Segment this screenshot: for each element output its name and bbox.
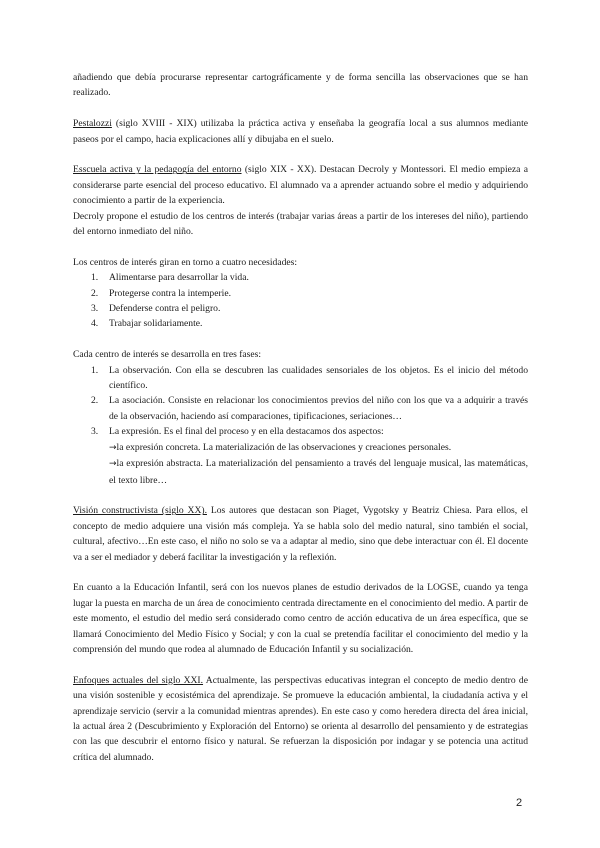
list-item-text: La asociación. Consiste en relacionar los conocimientos previos del niño con los que va a adquirir a través de la observación, haciendo así comparaciones, tipificaciones, seriaciones…: [109, 395, 528, 422]
needs-list: [73, 270, 528, 332]
list-item-number: 3.: [91, 426, 99, 438]
list-item: [73, 316, 528, 331]
list-item-text: Protegerse contra la intemperie.: [109, 287, 232, 299]
list-item: [73, 424, 528, 488]
fases-intro: Cada centro de interés se desarrolla en tres fases:: [73, 349, 262, 361]
escuela-text: (siglo XIX - XX). Destacan Decroly y Montessori. El medio empieza a considerarse parte esencial del proceso educativo. El alumnado va a aprender actuando sobre el medio y adquiriendo conocimiento a partir de la experiencia.: [73, 164, 528, 207]
page-content: [73, 70, 528, 765]
list-item-number: 1.: [91, 364, 99, 376]
list-item: [73, 301, 528, 316]
list-item-number: 2.: [91, 395, 99, 407]
vision-paragraph: [73, 503, 528, 565]
page-number: 2: [516, 797, 523, 809]
enfoques-heading: Enfoques actuales del siglo XXI.: [73, 674, 204, 686]
list-item-text: La expresión. Es el final del proceso y en ella destacamos dos aspectos:: [109, 426, 384, 438]
escuela-heading: Esscuela activa y la pedagogía del entorno: [73, 164, 242, 176]
vision-heading: Visión constructivista (siglo XX).: [73, 505, 207, 517]
pestalozzi-text: (siglo XVIII - XIX) utilizaba la práctica activa y enseñaba la geografía local a sus alumnos mediante paseos por el campo, hacia explicaciones allí y dibujaba en el suelo.: [73, 118, 528, 145]
enfoques-paragraph: [73, 673, 528, 765]
list-item-number: 2.: [91, 287, 99, 299]
logse-paragraph: En cuanto a la Educación Infantil, será con los nuevos planes de estudio derivados de la LOGSE, cuando ya tenga lugar la puesta en marcha de un área de conocimiento centrada directamente en el conocimiento del medio. A partir de este momento, el estudio del medio será considerado como centro de acción educativa de un área específica, que se llamará Conocimiento del Medio Físico y Social; y con la cual se pretendía facilitar el conocimiento del medio y la comprensión del mundo que rodea al alumnado de Educación Infantil y su socialización.: [73, 582, 528, 655]
list-item: [73, 270, 528, 285]
sub-item-abstract: [109, 456, 528, 488]
arrow-icon: →: [109, 459, 117, 470]
phases-list: [73, 363, 528, 488]
list-item: [73, 393, 528, 424]
escuela-paragraph: [73, 162, 528, 208]
decroly-paragraph: Decroly propone el estudio de los centros de interés (trabajar varias áreas a partir de los intereses del niño), partiendo del entorno inmediato del niño.: [73, 210, 528, 238]
list-item-text: La observación. Con ella se descubren las cualidades sensoriales de los objetos. Es el inicio del método científico.: [109, 364, 528, 392]
list-item-number: 1.: [91, 272, 99, 284]
list-item: [73, 286, 528, 301]
list-item-number: 3.: [91, 303, 99, 315]
list-item-text: Defenderse contra el peligro.: [109, 303, 221, 315]
sub-item-text: la expresión concreta. La materialización de las observaciones y creaciones personales.: [116, 441, 452, 453]
centros-intro: Los centros de interés giran en torno a cuatro necesidades:: [73, 256, 298, 268]
list-item-number: 4.: [91, 318, 99, 330]
sub-item-text: la expresión abstracta. La materialización del pensamiento a través del lenguaje musical, las matemáticas, el texto libre…: [109, 458, 528, 486]
intro-paragraph: añadiendo que debía procurarse representar cartográficamente y de forma sencilla las observaciones que se han realizado.: [73, 72, 528, 99]
list-item: [73, 363, 528, 394]
arrow-icon: →: [109, 442, 117, 453]
vision-text: Los autores que destacan son Piaget, Vygotsky y Beatriz Chiesa. Para ellos, el concepto de medio adquiere una visión más compleja. Ya se habla solo del medio natural, sino también el social, cultural, afectivo…En este caso, el niño no solo se va a adaptar al medio, sino que debe interactuar con él. El docente va a ser el mediador y deberá facilitar la investigación y la reflexión.: [73, 505, 528, 563]
pestalozzi-heading: Pestalozzi: [73, 118, 112, 130]
enfoques-text: Actualmente, las perspectivas educativas integran el concepto de medio dentro de una visión sostenible y ecosistémica del aprendizaje. Se promueve la educación ambiental, la ciudadanía activa y el aprendizaje servicio (servir a la comunidad mientras aprendes). En este caso y como heredera directa del área inicial, la actual área 2 (Descubrimiento y Exploración del Entorno) se orienta al desarrollo del pensamiento y de estrategias con las que descubrir el entorno físico y natural. Se refuerzan la disposición por indagar y se potencia una actitud crítica del alumnado.: [73, 674, 528, 763]
list-item-text: Trabajar solidariamente.: [109, 318, 203, 330]
sub-item-concrete: [109, 440, 528, 456]
pestalozzi-paragraph: [73, 116, 528, 147]
list-item-text: Alimentarse para desarrollar la vida.: [109, 272, 249, 284]
